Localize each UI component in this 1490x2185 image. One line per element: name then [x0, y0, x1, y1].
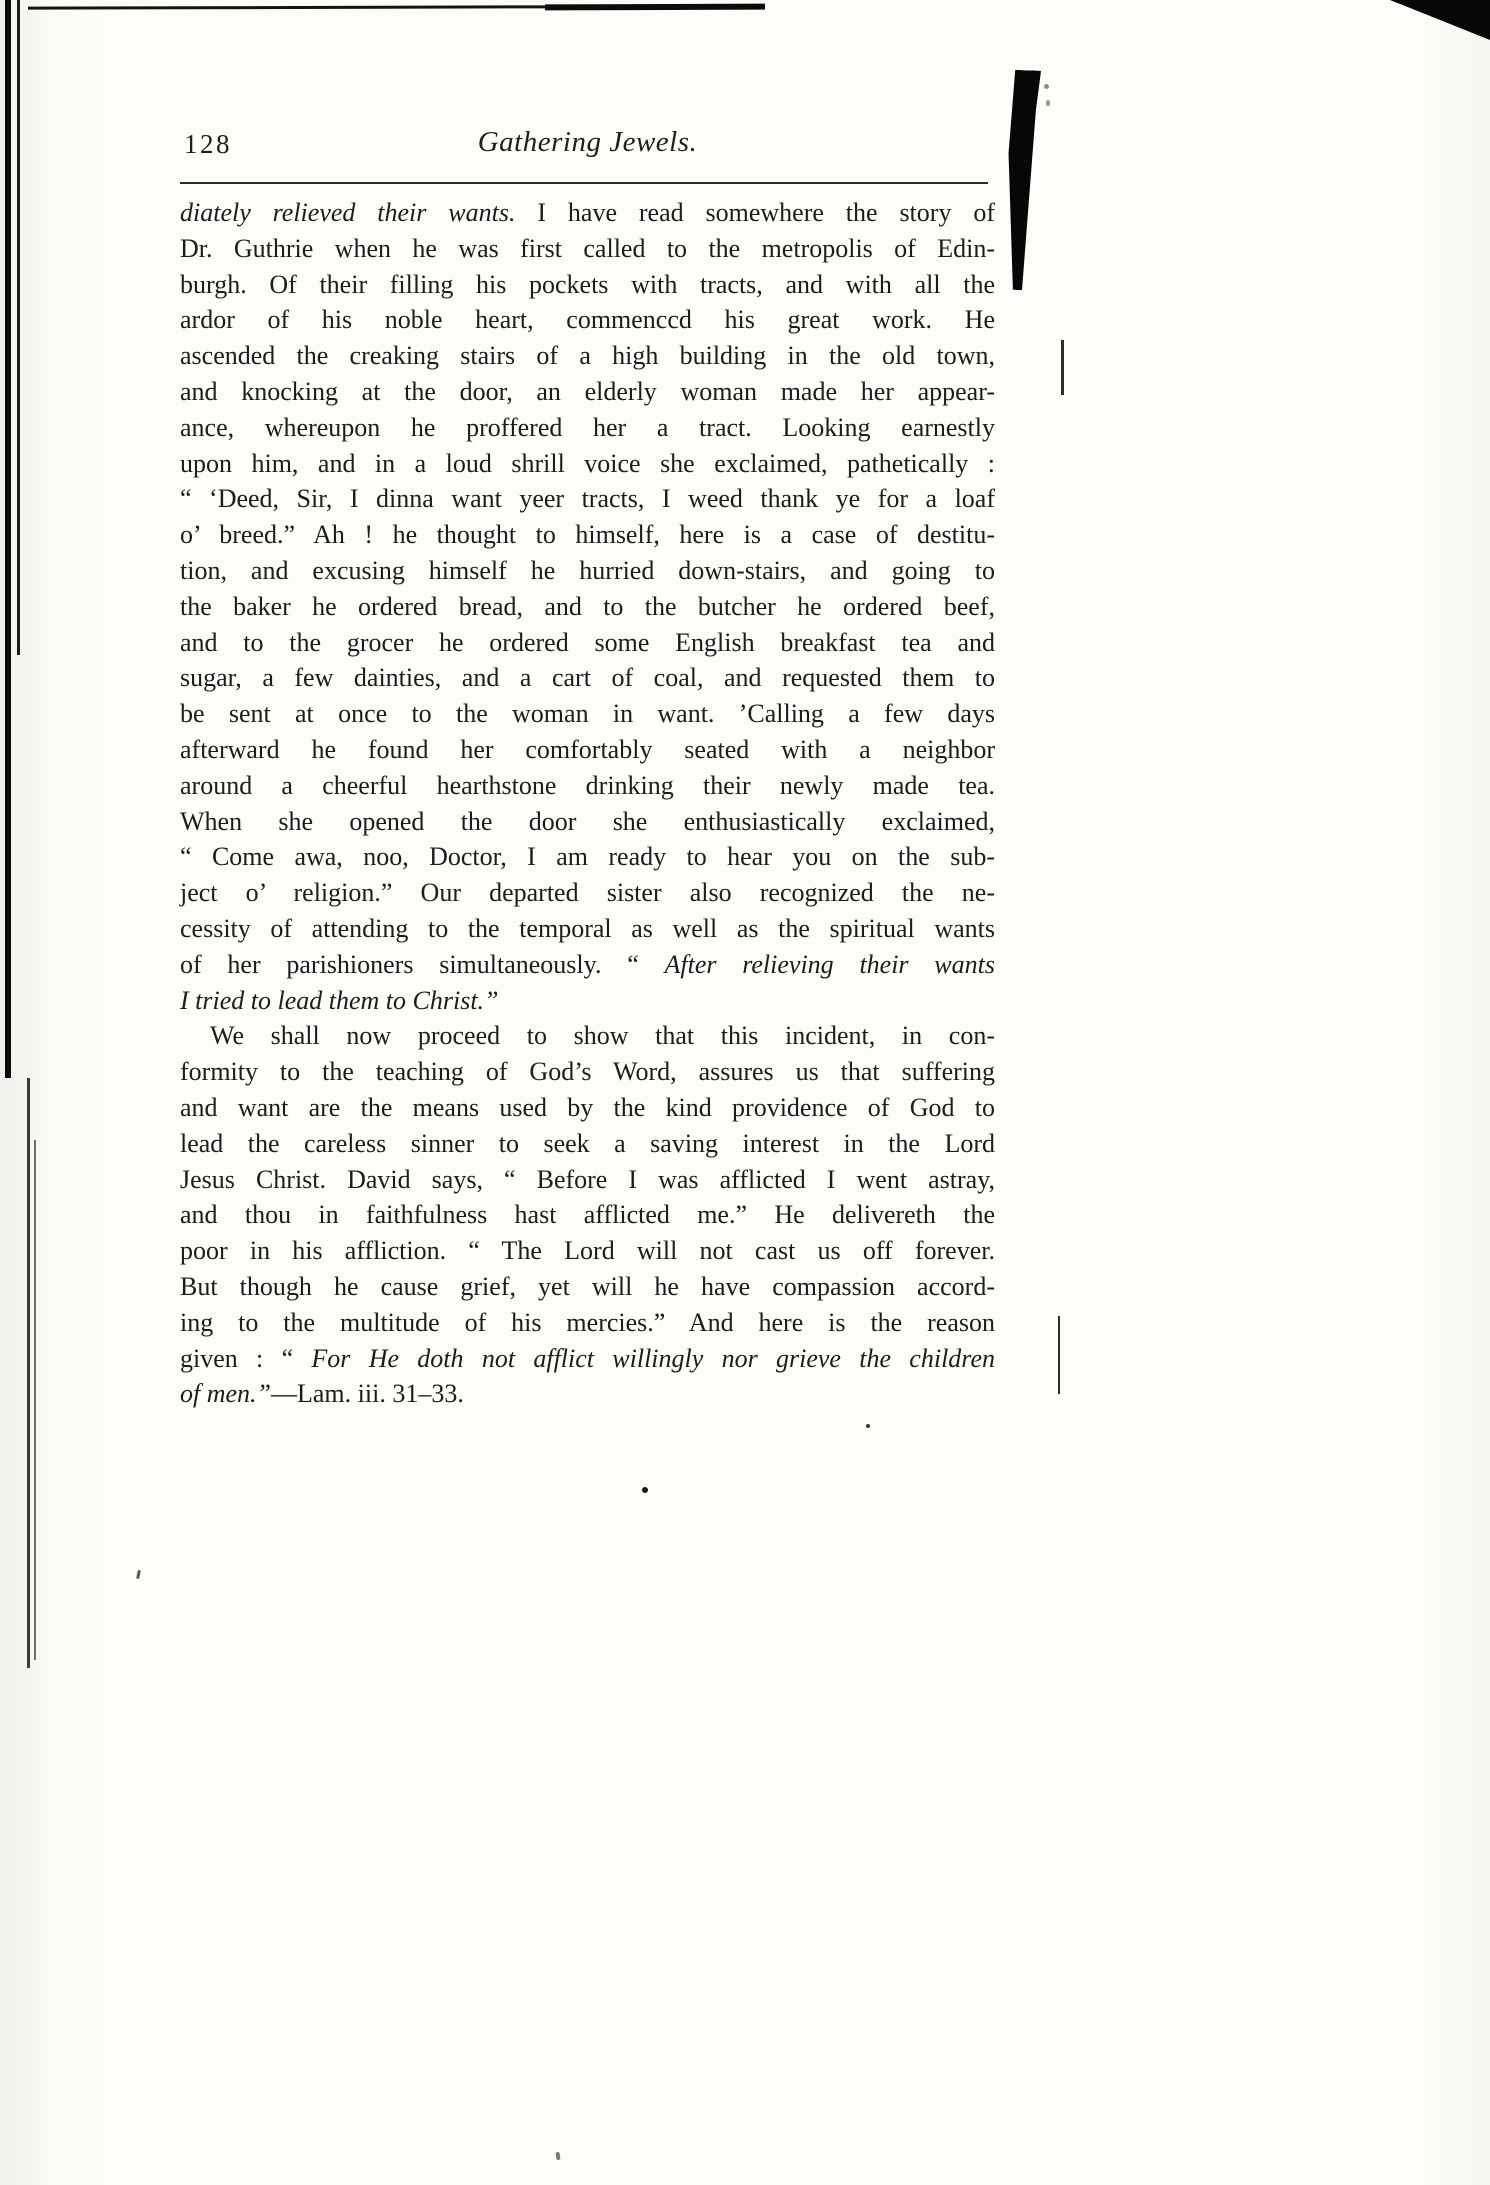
page-content — [180, 0, 995, 1412]
text-line — [180, 804, 995, 840]
text-line — [180, 983, 995, 1019]
scan-margin-tick — [1061, 340, 1064, 395]
text-segment: around a cheerful hearthstone drinking their newly made tea. — [180, 770, 995, 800]
text-segment: tion, and excusing himself he hurried down-stairs, and going to — [180, 555, 995, 585]
text-segment: ardor of his noble heart, commenccd his great work. He — [180, 305, 995, 335]
text-line — [180, 481, 995, 517]
text-segment: burgh. Of their filling his pockets with tracts, and with all the — [180, 269, 995, 299]
text-segment: be sent at once to the woman in want. ’Calling a few days — [180, 699, 995, 729]
scan-binding-line — [34, 1140, 36, 1660]
text-line — [180, 1269, 995, 1305]
text-line — [180, 1341, 995, 1377]
text-segment: We shall now proceed to show that this incident, in con- — [210, 1021, 995, 1051]
text-line — [180, 1126, 995, 1162]
text-segment: ing to the multitude of his mercies.” And here is the reason — [180, 1307, 995, 1337]
scan-corner-shadow — [1390, 0, 1490, 40]
text-line — [180, 732, 995, 768]
text-line — [180, 302, 995, 338]
text-line — [180, 696, 995, 732]
text-segment: “ Come awa, noo, Doctor, I am ready to hear you on the sub- — [180, 842, 995, 872]
scan-ink-dot — [642, 1487, 648, 1493]
text-segment: and to the grocer he ordered some English breakfast tea and — [180, 627, 995, 657]
text-segment: “ ‘Deed, Sir, I dinna want yeer tracts, I weed thank ye for a loaf — [180, 484, 995, 514]
text-segment: —Lam. iii. 31–33. — [271, 1379, 464, 1409]
text-segment-italic: After relieving their wants — [664, 949, 995, 979]
page-number: 128 — [184, 129, 232, 159]
text-segment: sugar, a few dainties, and a cart of coal, and requested them to — [180, 663, 995, 693]
text-line — [180, 1305, 995, 1341]
scan-page-curl-mark — [996, 69, 1042, 290]
text-segment-italic: For He doth not afflict willingly nor grieve the children — [311, 1343, 995, 1373]
text-line — [180, 195, 995, 231]
text-line — [180, 660, 995, 696]
text-segment: ascended the creaking stairs of a high building in the old town, — [180, 341, 995, 371]
text-line — [180, 1233, 995, 1269]
text-line — [180, 1197, 995, 1233]
text-segment-italic: of men.” — [180, 1379, 271, 1409]
text-segment-italic: diately relieved their wants. — [180, 198, 516, 227]
text-segment: formity to the teaching of God’s Word, assures us that suffering — [180, 1057, 995, 1087]
text-segment: and knocking at the door, an elderly woman made her appear- — [180, 376, 995, 406]
text-line — [180, 338, 995, 374]
text-line — [180, 911, 995, 947]
scan-ink-speck — [555, 2152, 560, 2160]
text-line — [180, 625, 995, 661]
text-line — [180, 1162, 995, 1198]
text-line — [180, 589, 995, 625]
text-line — [180, 410, 995, 446]
text-line — [180, 1090, 995, 1126]
text-segment: and want are the means used by the kind providence of God to — [180, 1092, 995, 1122]
text-line — [180, 553, 995, 589]
running-title: Gathering Jewels. — [477, 126, 698, 158]
scan-bleed-mark — [1044, 84, 1049, 89]
text-line — [180, 267, 995, 303]
text-segment-italic: I tried to lead them to Christ.” — [180, 985, 499, 1015]
text-segment: poor in his affliction. “ The Lord will not cast us off forever. — [180, 1236, 995, 1266]
text-segment: o’ breed.” Ah ! he thought to himself, here is a case of destitu- — [180, 520, 995, 550]
text-segment: and thou in faithfulness hast afflicted me.” He delivereth the — [180, 1200, 995, 1230]
text-segment: lead the careless sinner to seek a saving interest in the Lord — [180, 1128, 995, 1158]
text-segment: Jesus Christ. David says, “ Before I was afflicted I went astray, — [180, 1164, 995, 1194]
page-header — [180, 126, 995, 168]
text-line — [180, 1376, 995, 1412]
scan-ink-speck — [136, 1570, 141, 1579]
text-line — [180, 768, 995, 804]
text-line — [180, 947, 995, 983]
text-segment: Dr. Guthrie when he was first called to the metropolis of Edin- — [180, 233, 995, 263]
scan-margin-tick — [1058, 1316, 1060, 1394]
body-text — [180, 195, 995, 1412]
text-line — [180, 517, 995, 553]
text-segment: I have read somewhere the story of — [515, 198, 995, 227]
text-line — [180, 1018, 995, 1054]
text-line — [180, 1054, 995, 1090]
text-segment: cessity of attending to the temporal as well as the spiritual wants — [180, 913, 995, 943]
scan-binding-line — [17, 0, 20, 655]
text-line — [180, 231, 995, 267]
scan-bleed-mark — [1046, 100, 1050, 106]
scan-binding-line — [5, 0, 11, 1078]
text-line — [180, 875, 995, 911]
text-segment: ject o’ religion.” Our departed sister also recognized the ne- — [180, 878, 995, 908]
text-segment: But though he cause grief, yet will he have compassion accord- — [180, 1271, 995, 1301]
text-line — [180, 839, 995, 875]
text-segment: ance, whereupon he proffered her a tract. Looking earnestly — [180, 412, 995, 442]
text-segment: given : “ — [180, 1343, 312, 1373]
text-segment: of her parishioners simultaneously. “ — [180, 949, 665, 979]
scan-binding-line — [27, 1078, 30, 1668]
scan-ink-dot — [866, 1424, 870, 1428]
text-segment: afterward he found her comfortably seated with a neighbor — [180, 734, 995, 764]
text-line — [180, 374, 995, 410]
text-line — [180, 446, 995, 482]
header-rule — [180, 182, 988, 184]
text-segment: upon him, and in a loud shrill voice she exclaimed, pathetically : — [180, 448, 995, 478]
text-segment: When she opened the door she enthusiastically exclaimed, — [180, 806, 995, 836]
text-segment: the baker he ordered bread, and to the butcher he ordered beef, — [180, 591, 995, 621]
